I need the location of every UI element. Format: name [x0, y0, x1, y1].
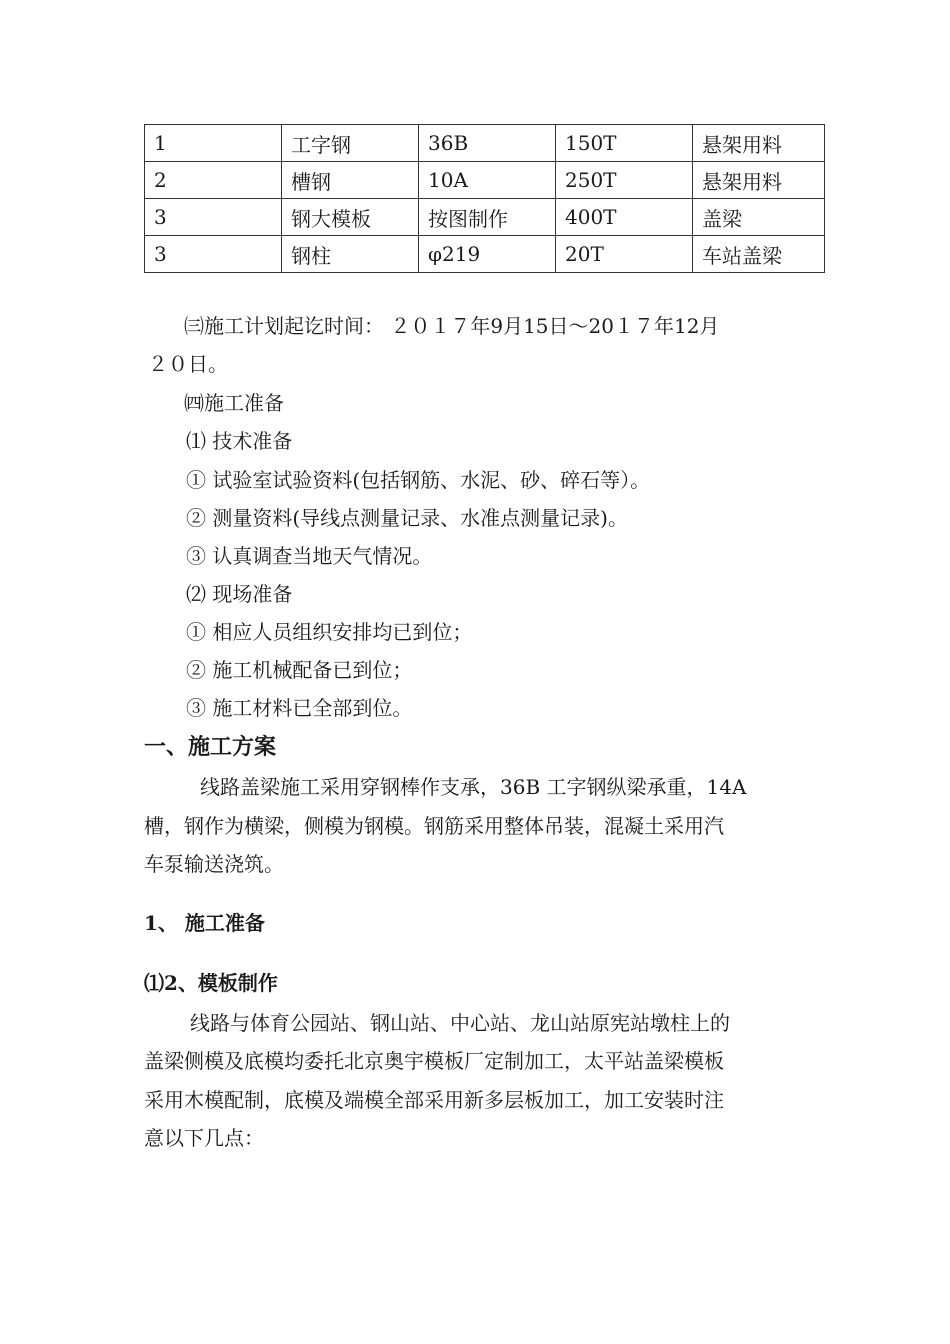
tech-prep-heading: ⑴ 技术准备	[186, 429, 293, 453]
subsection-1-title: 1、 施工准备	[144, 911, 265, 935]
table-cell: 钢大模板	[282, 199, 419, 236]
tech-item-1: ① 试验室试验资料(包括钢筋、水泥、砂、碎石等）。	[186, 468, 651, 492]
table-cell: 悬架用料	[693, 125, 825, 162]
table-cell: 250T	[556, 162, 693, 199]
para2-line-3: 采用木模配制，底模及端模全部采用新多层板加工，加工安装时注	[144, 1088, 724, 1112]
para2-line-1: 线路与体育公园站、钢山站、中心站、龙山站原宪站墩柱上的	[190, 1011, 730, 1035]
subsection-2-title: ⑴2、模板制作	[144, 971, 278, 995]
schedule-line-2: ２０日。	[148, 352, 228, 376]
table-cell: 20T	[556, 236, 693, 273]
site-item-3: ③ 施工材料已全部到位。	[186, 696, 413, 720]
para1-line-1: 线路盖梁施工采用穿钢棒作支承，36B 工字钢纵梁承重，14A	[200, 775, 747, 799]
table-row	[145, 199, 825, 236]
para2-line-4: 意以下几点：	[144, 1126, 264, 1150]
para1-line-2: 槽，钢作为横梁，侧模为钢模。钢筋采用整体吊装，混凝土采用汽	[144, 814, 724, 838]
table-row	[145, 125, 825, 162]
prep-heading: ㈣施工准备	[184, 391, 284, 415]
site-prep-heading: ⑵ 现场准备	[186, 582, 293, 606]
table-cell: 盖梁	[693, 199, 825, 236]
table-cell: 钢柱	[282, 236, 419, 273]
table-cell: 36B	[419, 125, 556, 162]
table-cell: 工字钢	[282, 125, 419, 162]
table-cell: 400T	[556, 199, 693, 236]
table-cell: 3	[145, 199, 282, 236]
table-cell: 悬架用料	[693, 162, 825, 199]
table-cell: 1	[145, 125, 282, 162]
table-cell: 按图制作	[419, 199, 556, 236]
materials-table-body	[145, 125, 825, 273]
table-cell: 10A	[419, 162, 556, 199]
table-cell: 3	[145, 236, 282, 273]
section-title: 一、施工方案	[144, 734, 277, 760]
para1-line-3: 车泵输送浇筑。	[144, 852, 284, 876]
schedule-line-1: ㈢施工计划起讫时间： ２０１７年9月15日～20１７年12月	[184, 314, 720, 338]
site-item-2: ② 施工机械配备已到位；	[186, 658, 413, 682]
table-cell: 150T	[556, 125, 693, 162]
site-item-1: ① 相应人员组织安排均已到位；	[186, 620, 473, 644]
table-row	[145, 236, 825, 273]
table-row	[145, 162, 825, 199]
tech-item-3: ③ 认真调查当地天气情况。	[186, 544, 433, 568]
table-cell: 2	[145, 162, 282, 199]
table-cell: 槽钢	[282, 162, 419, 199]
tech-item-2: ② 测量资料(导线点测量记录、水准点测量记录)。	[186, 506, 628, 530]
materials-table	[144, 124, 825, 273]
table-cell: 车站盖梁	[693, 236, 825, 273]
table-cell: φ219	[419, 236, 556, 273]
para2-line-2: 盖梁侧模及底模均委托北京奥宇模板厂定制加工，太平站盖梁模板	[144, 1049, 724, 1073]
